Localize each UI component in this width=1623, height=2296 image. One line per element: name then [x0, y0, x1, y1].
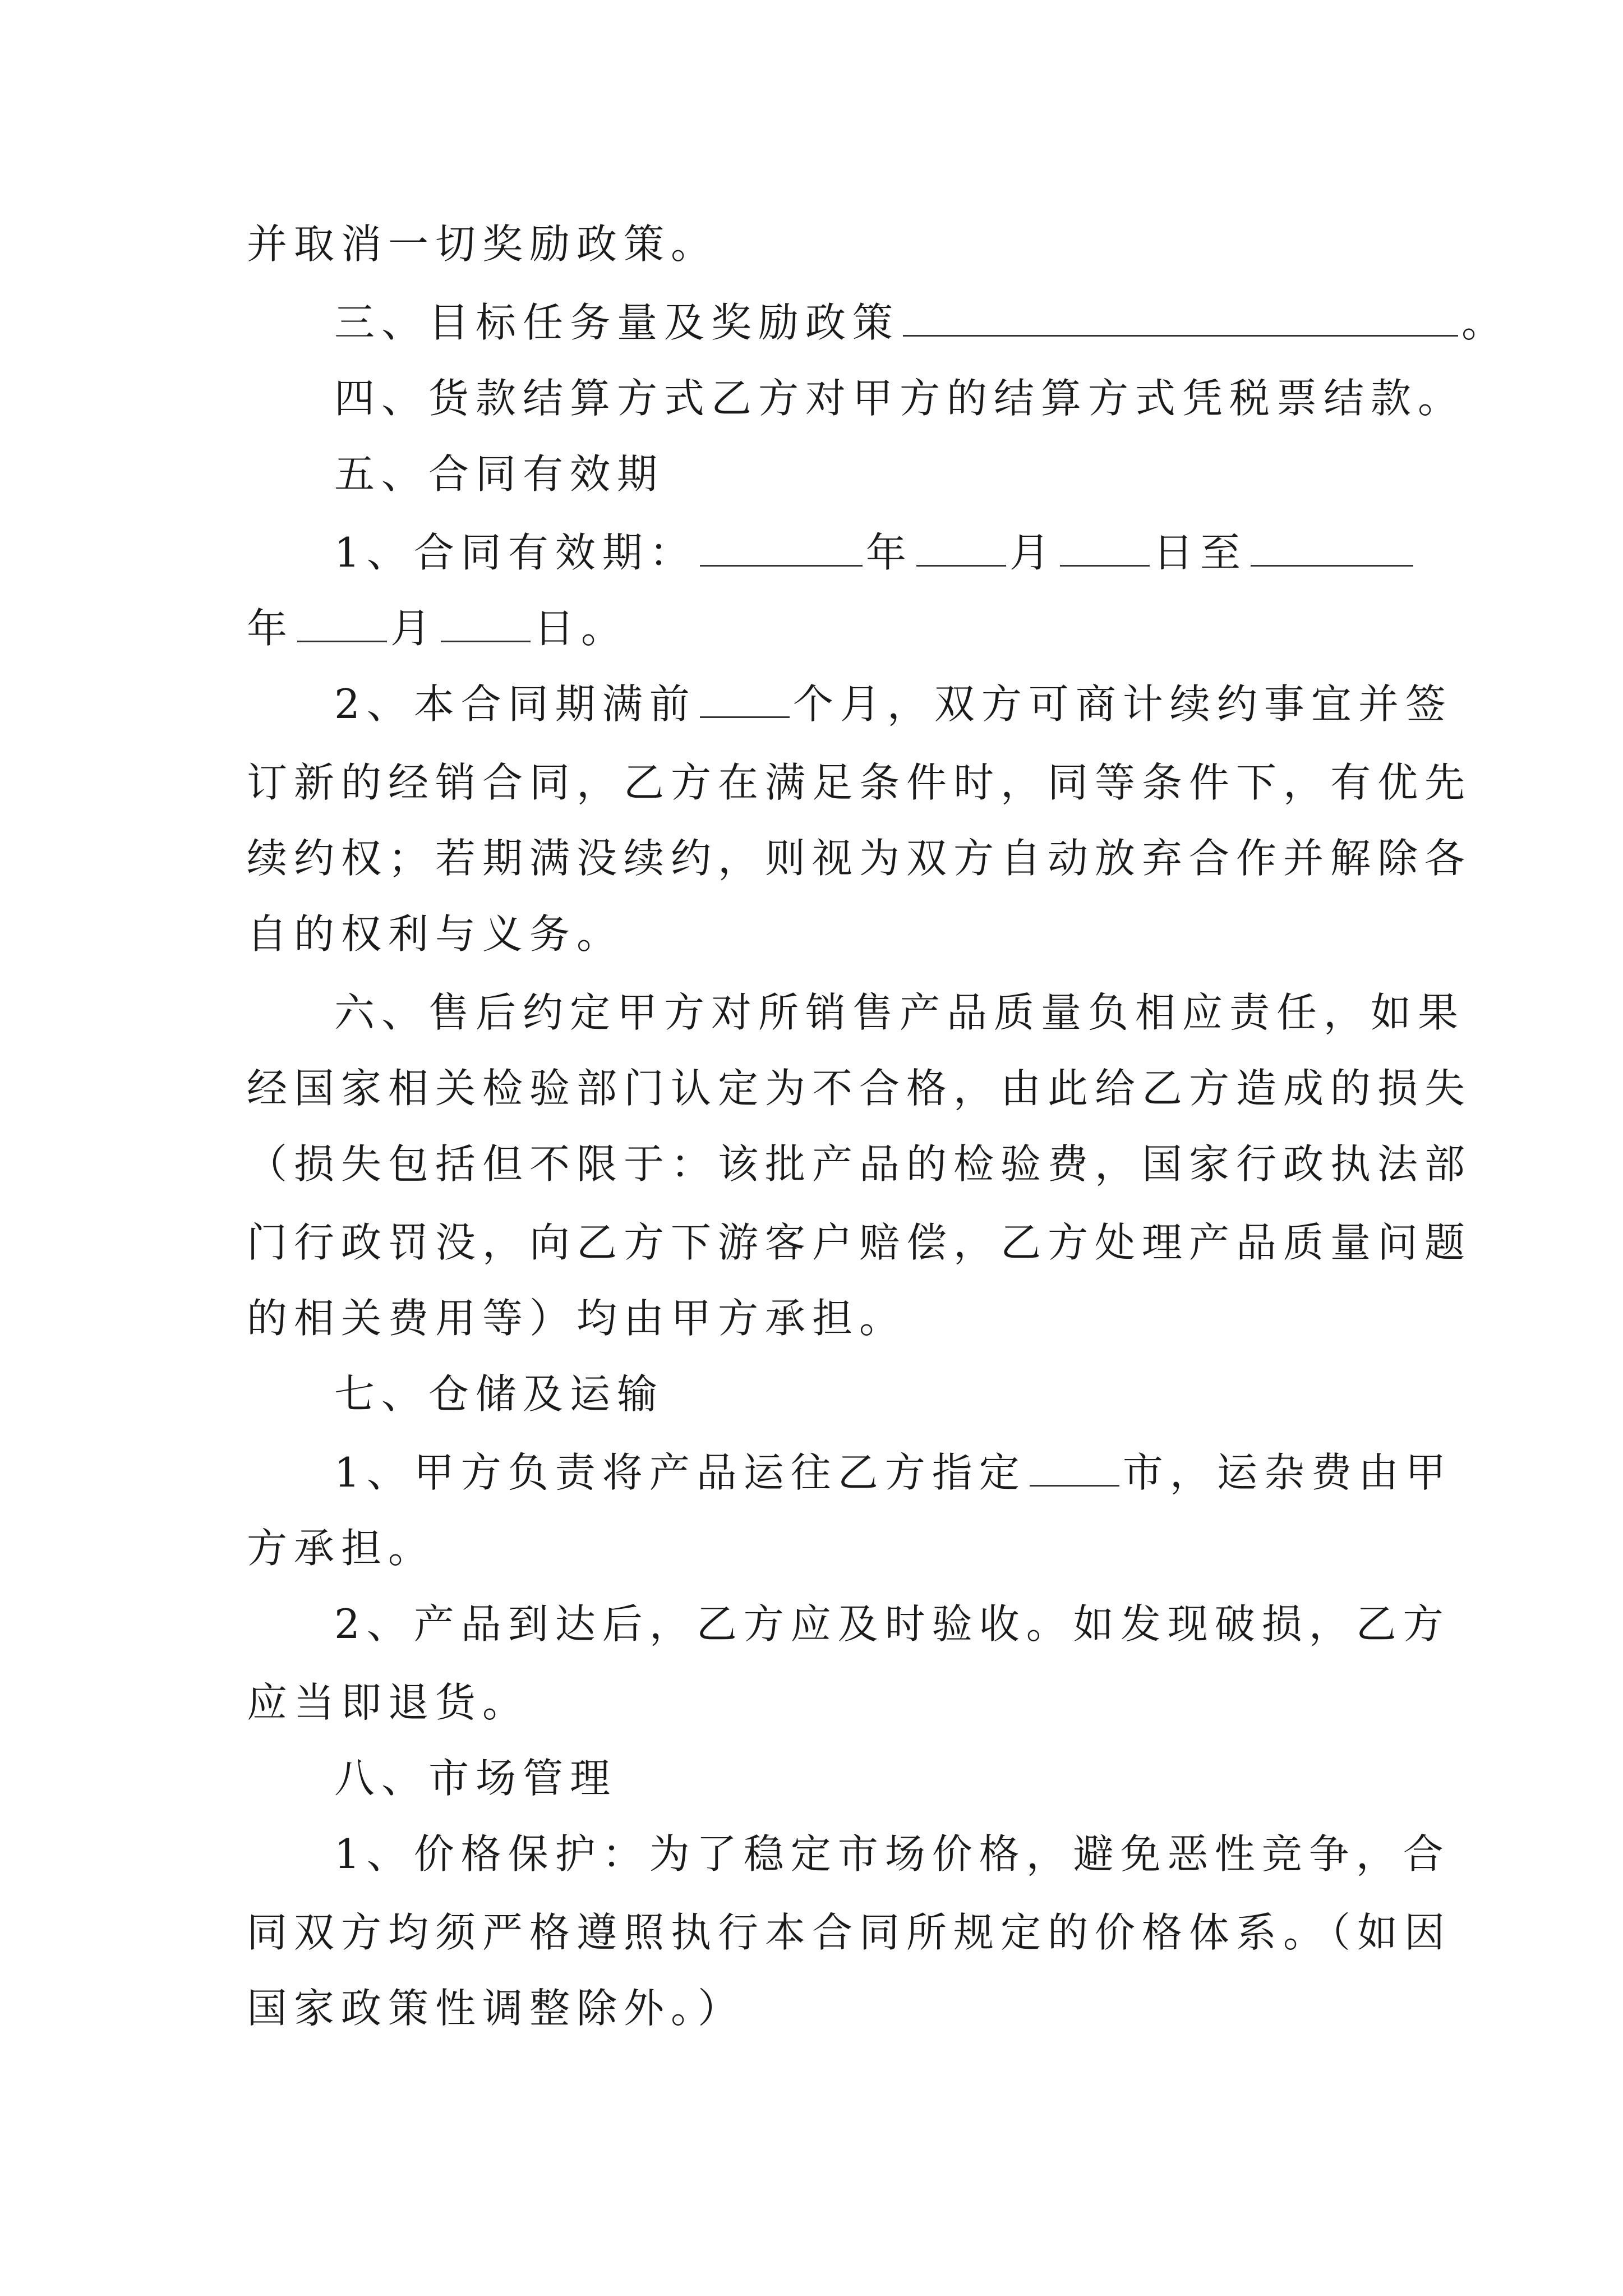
- text-line: [334, 970, 1465, 1055]
- text-run: 续约权；若期满没续约，则视为双方自动放弃合作并解除各: [247, 835, 1472, 882]
- text-run: 同双方均须严格遵照执行本合同所规定的价格体系。（如因: [247, 1909, 1452, 1956]
- text-run: 经国家相关检验部门认定为不合格，由此给乙方造成的损失: [247, 1065, 1472, 1112]
- text-line: [247, 1200, 1472, 1285]
- fill-blank: [700, 677, 790, 718]
- fill-blank: [700, 526, 863, 567]
- fill-blank: [297, 601, 387, 642]
- text-run: 个月，双方可商计续约事宜并签: [792, 680, 1453, 728]
- text-line: [334, 1352, 1380, 1436]
- text-line: [334, 1736, 1380, 1820]
- text-run: 方承担。: [247, 1525, 436, 1572]
- text-run: 年: [865, 529, 913, 576]
- text-run: 门行政罚没，向乙方下游客户赔偿，乙方处理产品质量问题: [247, 1219, 1472, 1266]
- text-line: [247, 1506, 1380, 1590]
- text-line: [247, 1966, 1380, 2050]
- text-run: 的相关费用等）均由甲方承担。: [247, 1295, 907, 1342]
- text-line: [334, 356, 1465, 440]
- text-line: [247, 740, 1472, 825]
- text-run: 六、售后约定甲方对所销售产品质量负相应责任，如果: [334, 989, 1465, 1036]
- text-run: 七、仓储及运输: [334, 1370, 665, 1418]
- text-run: 2、产品到达后，乙方应及时验收。如发现破损，乙方: [334, 1600, 1450, 1648]
- text-line: [334, 510, 1380, 595]
- text-run: 三、目标任务量及奖励政策: [334, 299, 900, 346]
- text-line: [247, 1276, 1380, 1360]
- text-line: [334, 1582, 1450, 1666]
- text-run: 。: [1461, 299, 1509, 346]
- text-run: 国家政策性调整除外。）: [247, 1985, 745, 2032]
- text-run: 五、合同有效期: [334, 450, 665, 498]
- text-line: [334, 1430, 1453, 1515]
- text-line: [334, 662, 1453, 746]
- fill-blank: [903, 296, 1458, 337]
- text-line: [247, 586, 1380, 670]
- text-run: 日。: [534, 605, 629, 652]
- fill-blank: [1030, 1446, 1119, 1487]
- text-run: 八、市场管理: [334, 1755, 617, 1802]
- text-line: [247, 1046, 1472, 1130]
- text-line: [247, 892, 1380, 976]
- text-run: 并取消一切奖励政策。: [247, 220, 718, 268]
- text-line: [247, 1660, 1380, 1745]
- text-run: 2、本合同期满前: [334, 680, 697, 728]
- fill-blank: [1060, 526, 1150, 567]
- text-run: 订新的经销合同，乙方在满足条件时，同等条件下，有优先: [247, 759, 1472, 806]
- fill-blank: [441, 601, 531, 642]
- text-run: 自的权利与义务。: [247, 910, 624, 958]
- text-line: [247, 202, 1380, 286]
- text-run: 四、货款结算方式乙方对甲方的结算方式凭税票结款。: [334, 375, 1465, 422]
- text-line: [334, 280, 1509, 365]
- text-run: 应当即退货。: [247, 1679, 530, 1726]
- text-line: [247, 1890, 1452, 1975]
- text-run: 年: [247, 605, 294, 652]
- text-line: [334, 1812, 1450, 1896]
- text-run: 1、价格保护：为了稳定市场价格，避免恶性竞争，合: [334, 1830, 1450, 1878]
- fill-blank: [1251, 526, 1413, 567]
- text-run: 1、合同有效期：: [334, 529, 697, 576]
- text-line: [247, 816, 1472, 900]
- fill-blank: [916, 526, 1006, 567]
- text-run: （损失包括但不限于：该批产品的检验费，国家行政执法部: [247, 1140, 1472, 1188]
- text-run: 日至: [1152, 529, 1247, 576]
- text-run: 市，运杂费由甲: [1122, 1449, 1453, 1496]
- text-run: 月: [390, 605, 438, 652]
- text-line: [247, 1122, 1472, 1206]
- text-line: [334, 432, 1380, 516]
- text-run: 月: [1009, 529, 1057, 576]
- text-run: 1、甲方负责将产品运往乙方指定: [334, 1449, 1026, 1496]
